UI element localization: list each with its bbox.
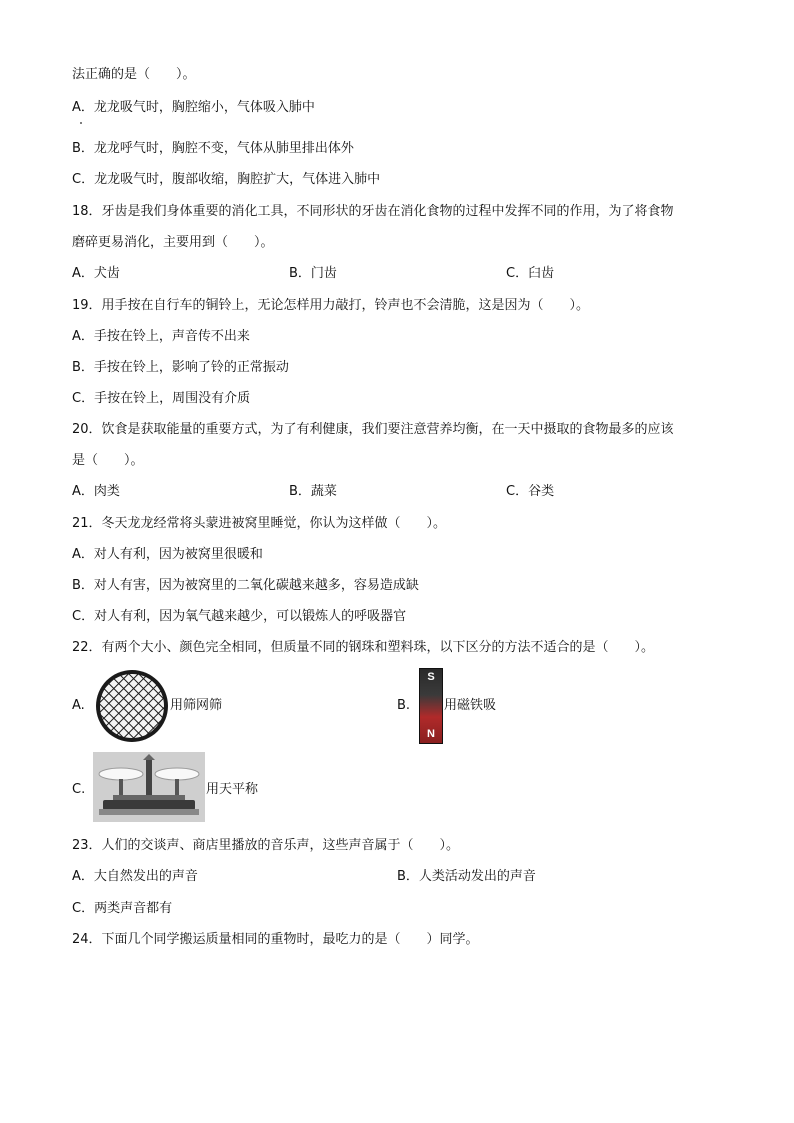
q23-option-a[interactable]: A．大自然发出的声音 <box>72 869 198 884</box>
q18-option-c[interactable]: C．臼齿 <box>506 266 555 281</box>
magnet-south-pole: S <box>427 671 435 683</box>
balance-scale-icon <box>93 752 205 822</box>
q21-option-a[interactable]: A．对人有利，因为被窝里很暖和 <box>72 547 263 562</box>
sieve-icon <box>94 668 170 744</box>
q22-stem: 22．有两个大小、颜色完全相同，但质量不同的钢珠和塑料珠，以下区分的方法不适合的是（ ）。 <box>72 640 655 655</box>
q22-option-c-label: 用天平称 <box>206 782 259 797</box>
q18-option-b[interactable]: B．门齿 <box>289 266 337 281</box>
q22-option-b-label: 用磁铁吸 <box>444 698 497 713</box>
q20-option-a[interactable]: A．肉类 <box>72 484 120 499</box>
q19-option-c[interactable]: C．手按在铃上，周围没有介质 <box>72 391 251 406</box>
q22-option-a-label: 用筛网筛 <box>170 698 223 713</box>
q17-option-c[interactable]: C．龙龙吸气时，腹部收缩，胸腔扩大，气体进入肺中 <box>72 172 381 187</box>
q18-option-a[interactable]: A．犬齿 <box>72 266 120 281</box>
q20-option-c[interactable]: C．谷类 <box>506 484 555 499</box>
q20-option-b[interactable]: B．蔬菜 <box>289 484 337 499</box>
q19-option-a[interactable]: A．手按在铃上，声音传不出来 <box>72 329 250 344</box>
q23-option-b[interactable]: B．人类活动发出的声音 <box>397 869 536 884</box>
q23-option-c[interactable]: C．两类声音都有 <box>72 901 173 916</box>
q22-option-c-letter[interactable]: C. <box>72 782 86 797</box>
q21-option-c[interactable]: C．对人有利，因为氧气越来越少，可以锻炼人的呼吸器官 <box>72 609 407 624</box>
q20-stem-line1: 20．饮食是获取能量的重要方式，为了有利健康，我们要注意营养均衡，在一天中摄取的食物最多的应该 <box>72 422 674 437</box>
scan-speck <box>80 122 82 124</box>
q18-stem-line1: 18．牙齿是我们身体重要的消化工具，不同形状的牙齿在消化食物的过程中发挥不同的作用，为了将食物 <box>72 204 674 219</box>
q24-stem: 24．下面几个同学搬运质量相同的重物时，最吃力的是（ ）同学。 <box>72 932 479 947</box>
q17-option-a[interactable]: A．龙龙吸气时，胸腔缩小，气体吸入肺中 <box>72 100 315 115</box>
q21-stem: 21．冬天龙龙经常将头蒙进被窝里睡觉，你认为这样做（ ）。 <box>72 516 447 531</box>
q21-option-b[interactable]: B．对人有害，因为被窝里的二氧化碳越来越多，容易造成缺 <box>72 578 419 593</box>
q17-option-b[interactable]: B．龙龙呼气时，胸腔不变，气体从肺里排出体外 <box>72 141 354 156</box>
q17-stem-tail: 法正确的是（ ）。 <box>72 67 196 82</box>
q22-option-b-letter[interactable]: B. <box>397 698 411 713</box>
q20-stem-line2: 是（ ）。 <box>72 453 144 468</box>
q19-stem: 19．用手按在自行车的铜铃上，无论怎样用力敲打，铃声也不会清脆，这是因为（ ）。 <box>72 298 590 313</box>
magnet-north-pole: N <box>427 728 435 740</box>
q18-stem-line2: 磨碎更易消化，主要用到（ ）。 <box>72 235 274 250</box>
q23-stem: 23．人们的交谈声、商店里播放的音乐声，这些声音属于（ ）。 <box>72 838 460 853</box>
q22-option-a-letter[interactable]: A. <box>72 698 85 713</box>
q19-option-b[interactable]: B．手按在铃上，影响了铃的正常振动 <box>72 360 289 375</box>
magnet-icon <box>419 668 443 744</box>
